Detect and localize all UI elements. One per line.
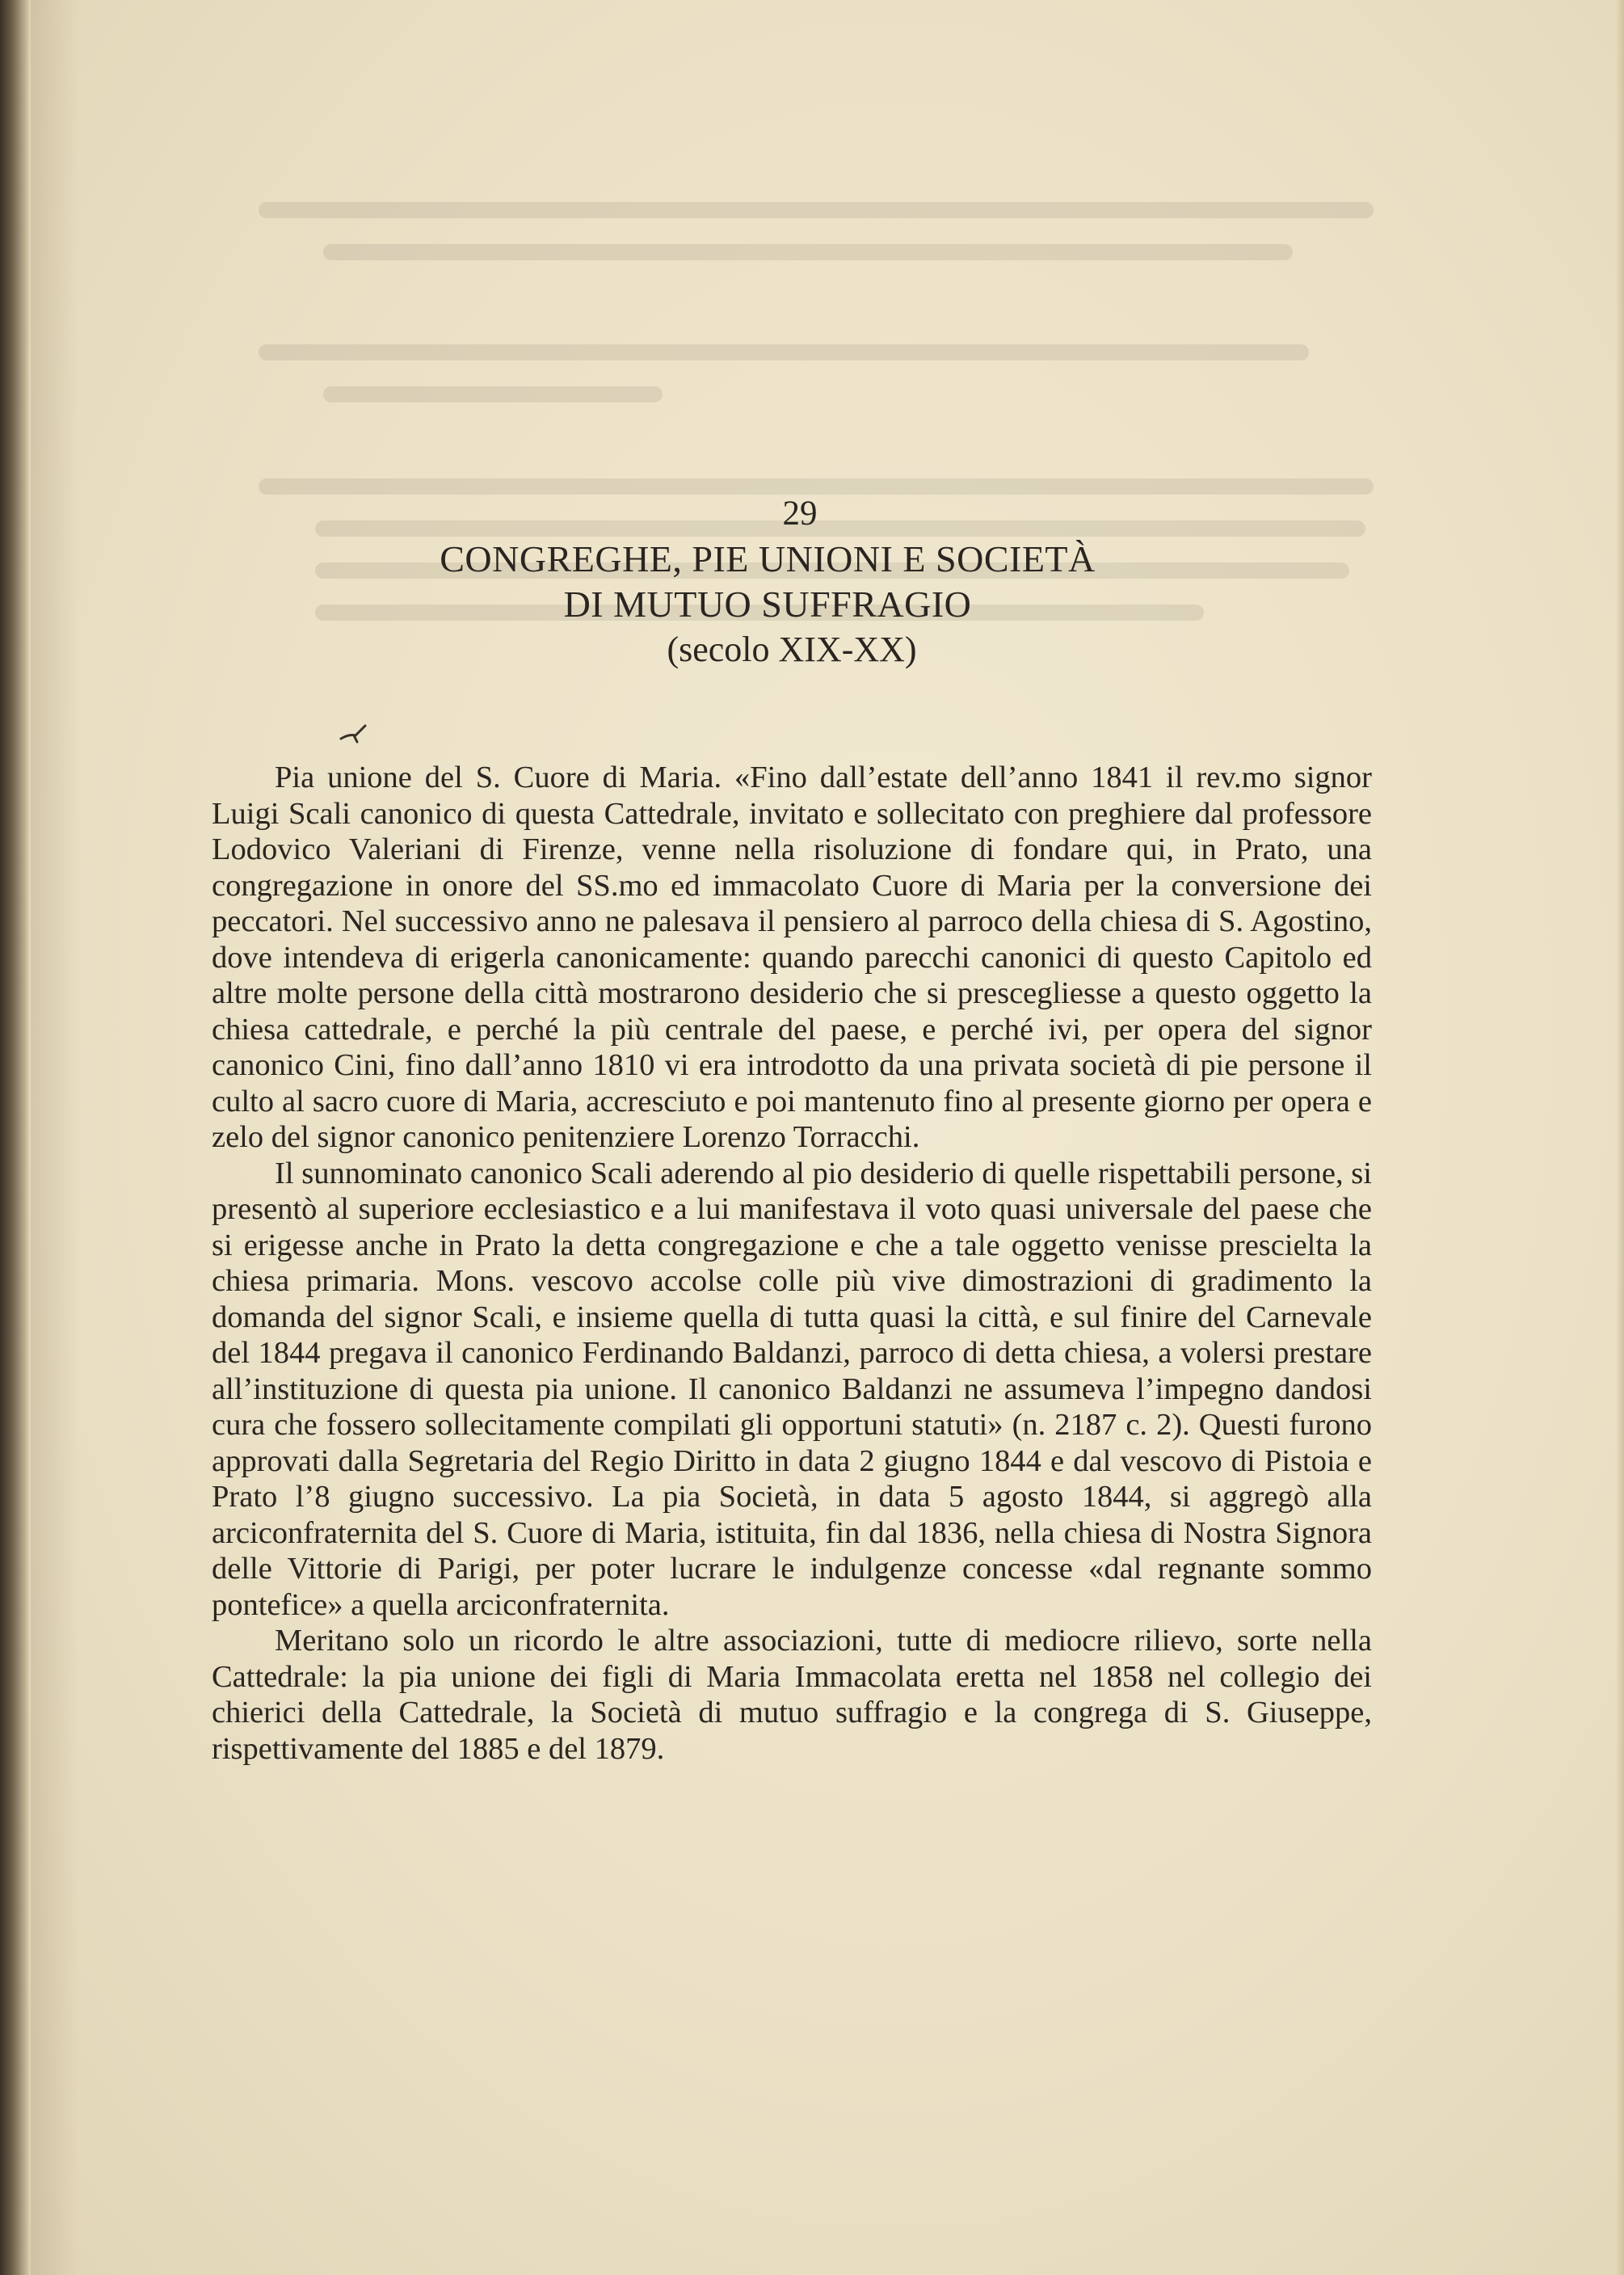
chapter-heading xyxy=(323,491,1212,672)
paragraph-2: Il sunnominato canonico Scali aderendo al pio desiderio di quelle rispettabili persone, si presentò al superiore ecclesiastico e a lui manifestava il voto quasi universale del paese che si erigesse anche in Prato la detta congregazione e che a tale oggetto venisse prescielta la chiesa primaria. Mons. vescovo accolse colle più vive dimostrazioni di gradimento la domanda del signor Scali, e insieme quella di tutta quasi la città, e sul finire del Carnevale del 1844 pregava il canonico Ferdinando Baldanzi, parroco di detta chiesa, a volersi prestare all’instituzione di questa pia unione. Il canonico Baldanzi ne assumeva l’impegno dandosi cura che fossero sollecitamente compilati gli opportuni statuti» (n. 2187 c. 2). Questi furono approvati dalla Segretaria del Regio Diritto in data 2 giugno 1844 e dal vescovo di Pistoia e Prato l’8 giugno successivo. La pia Società, in data 5 agosto 1844, si aggregò alla arciconfraternita del S. Cuore di Maria, istituita, fin dal 1836, nella chiesa di Nostra Signora delle Vittorie di Parigi, per poter lucrare le indulgenze concesse «dal regnante sommo pontefice» a quella arciconfraternita. xyxy=(212,1156,1372,1622)
body-text xyxy=(212,760,1372,1767)
chapter-title-line-1: CONGREGHE, PIE UNIONI E SOCIETÀ xyxy=(440,538,1096,579)
chapter-subtitle: (secolo XIX-XX) xyxy=(667,630,917,669)
chapter-title-line-2: DI MUTUO SUFFRAGIO xyxy=(563,583,972,625)
binding-shadow xyxy=(31,0,79,2275)
paragraph-3: Meritano solo un ricordo le altre associazioni, tutte di mediocre rilievo, sorte nella Cattedrale: la pia unione dei figli di Maria Immacolata eretta nel 1858 nel collegio dei chierici della Cattedrale, la Società di mutuo suffragio e la congrega di S. Giuseppe, rispettivamente del 1885 e del 1879. xyxy=(212,1624,1372,1766)
binding-gutter xyxy=(0,0,31,2275)
page-edge xyxy=(1616,0,1624,2275)
ink-mark-icon xyxy=(338,721,370,745)
paragraph-1: Pia unione del S. Cuore di Maria. «Fino dall’estate dell’anno 1841 il rev.mo signor Luigi Scali canonico di questa Cattedrale, invitato e sollecitato con preghiere dal professore Lodovico Valeriani di Firenze, venne nella risoluzione di fondare qui, in Prato, una congregazione in onore del SS.mo ed immacolato Cuore di Maria per la conversione dei peccatori. Nel successivo anno ne palesava il pensiero al parroco della chiesa di S. Agostino, dove intendeva di erigerla canonicamente: quando parecchi canonici di questo Capitolo ed altre molte persone della città mostrarono desiderio che si prescegliesse a questo oggetto la chiesa cattedrale, e perché la più centrale del paese, e perché ivi, per opera del signor canonico Cini, fino dall’anno 1810 vi era introdotto da una privata società di pie persone il culto al sacro cuore di Maria, accresciuto e poi mantenuto fino al presente giorno per opera e zelo del signor canonico penitenziere Lorenzo Torracchi. xyxy=(212,760,1372,1154)
chapter-number: 29 xyxy=(782,495,818,533)
